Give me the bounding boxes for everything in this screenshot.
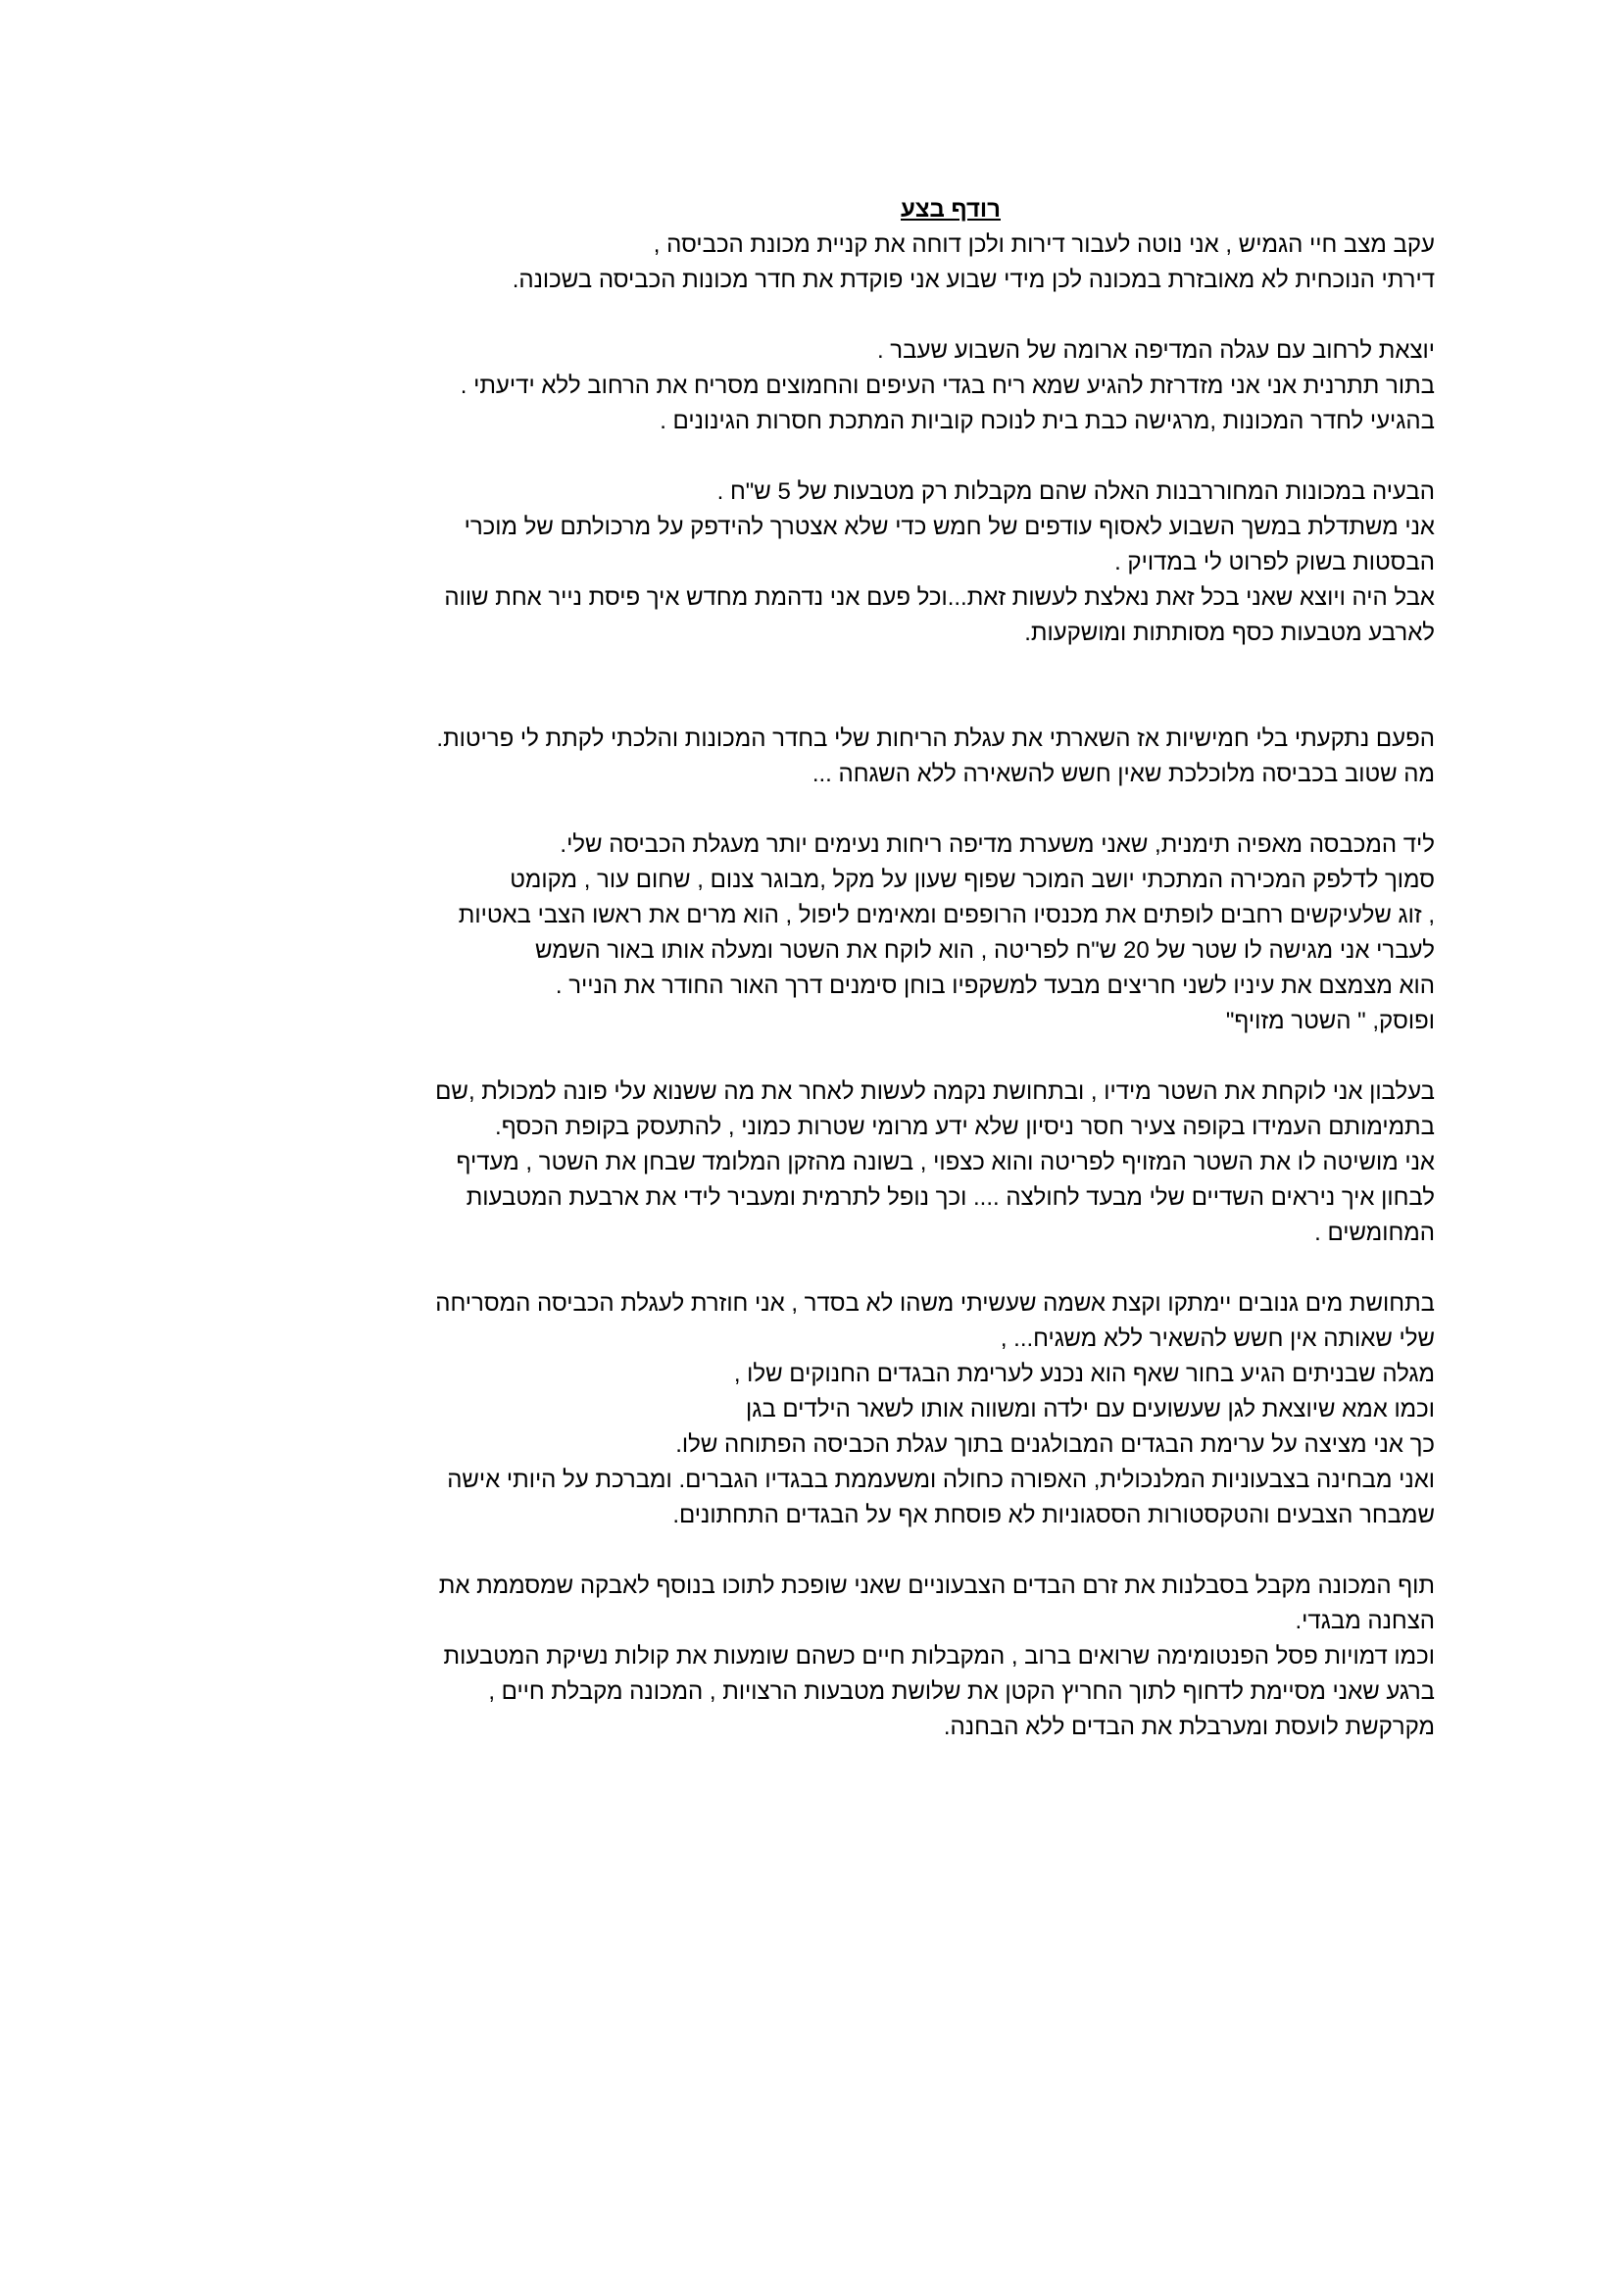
- text-line: הבסטות בשוק לפרוט לי במדויק .: [1114, 549, 1435, 575]
- text-line: הפעם נתקעתי בלי חמישיות אז השארתי את עגלת הריחות שלי בחדר המכונות והלכתי לקתת לי פריטות.: [436, 725, 1435, 752]
- text-line: יוצאת לרחוב עם עגלה המדיפה ארומה של השבוע שעבר .: [876, 337, 1435, 364]
- text-line: ופוסק, " השטר מזויף": [1225, 1008, 1435, 1034]
- text-line: כך אני מציצה על ערימת הבגדים המבולגנים בתוך עגלת הכביסה הפתוחה שלו.: [675, 1431, 1435, 1458]
- text-line: בתחושת מים גנובים יימתקו וקצת אשמה שעשיתי משהו לא בסדר , אני חוזרת לעגלת הכביסה המסריחה: [435, 1290, 1435, 1317]
- text-line: מגלה שבניתים הגיע בחור שאף הוא נכנע לערימת הבגדים החנוקים שלו ,: [733, 1361, 1435, 1387]
- paragraph-5: [241, 827, 1435, 1039]
- paragraph-7: [241, 1286, 1435, 1533]
- text-line: לבחון איך ניראים השדיים שלי מבעד לחולצה .... וכך נופל לתרמית ומעביר לידי את ארבעת המטבעות: [466, 1184, 1435, 1211]
- document-title: רודף בצע: [901, 196, 1001, 223]
- text-line: אני מושיטה לו את השטר המזויף לפריטה והוא כצפוי , בשונה מהזקן המלומד שבחן את השטר , מעדיף: [456, 1149, 1435, 1175]
- text-line: הוא מצמצם את עיניו לשני חריצים מבעד למשקפיו בוחן סימנים דרך האור החודר את הנייר .: [555, 973, 1435, 999]
- text-line: המחומשים .: [1314, 1220, 1435, 1246]
- text-line: , זוג שלעיקשים רחבים לופתים את מכנסיו הרופפים ומאימים ליפול , הוא מרים את ראשו הצבי באטיות: [458, 902, 1435, 928]
- paragraph-3: [241, 474, 1435, 651]
- text-line: מקרקשת לועסת ומערבלת את הבדים ללא הבחנה.: [943, 1714, 1435, 1740]
- text-line: סמוך לדלפק המכירה המתכתי יושב המוכר שפוף שעון על מקל ,מבוגר צנום , שחום עור , מקומט: [510, 867, 1435, 893]
- document-body: [241, 192, 1435, 1780]
- text-line: דירתי הנוכחית לא מאובזרת במכונה לכן מידי שבוע אני פוקדת את חדר מכונות הכביסה בשכונה.: [512, 267, 1435, 293]
- text-line: שלי שאותה אין חשש להשאיר ללא משגיח... ,: [1000, 1325, 1435, 1352]
- paragraph-8: [241, 1569, 1435, 1745]
- text-line: וכמו דמויות פסל הפנטומימה שרואים ברוב , המקבלות חיים כשהם שומעות את קולות נשיקת המטבעות: [443, 1643, 1435, 1670]
- text-line: תוף המכונה מקבל בסבלנות את זרם הבדים הצבעוניים שאני שופכת לתוכו בנוסף לאבקה שמסממת את: [438, 1572, 1435, 1599]
- text-line: מה שטוב בכביסה מלוכלכת שאין חשש להשאירה ללא השגחה ...: [812, 761, 1435, 787]
- text-line: ואני מבחינה בצבעוניות המלנכולית, האפורה כחולה ומשעממת בבגדיו הגברים. ומברכת על היותי אישה: [447, 1467, 1435, 1493]
- paragraph-2: [241, 333, 1435, 439]
- text-line: בתמימותם העמידו בקופה צעיר חסר ניסיון שלא ידע מרומי שטרות כמוני , להתעסק בקופת הכסף.: [495, 1114, 1435, 1140]
- text-line: הצחנה מבגדי.: [1295, 1608, 1435, 1634]
- text-line: ליד המכבסה מאפיה תימנית, שאני משערת מדיפה ריחות נעימים יותר מעגלת הכביסה שלי.: [560, 831, 1435, 858]
- text-line: בהגיעי לחדר המכונות ,מרגישה כבת בית לנוכח קוביות המתכת חסרות הגינונים .: [660, 408, 1435, 434]
- text-line: בתור תתרנית אני אני מזדרזת להגיע שמא ריח בגדי העיפים והחמוצים מסריח את הרחוב ללא ידיעתי .: [460, 373, 1435, 399]
- text-line: אבל היה ויוצא שאני בכל זאת נאלצת לעשות זאת...וכל פעם אני נדהמת מחדש איך פיסת נייר אחת שווה: [444, 584, 1435, 611]
- text-line: הבעיה במכונות המחוררבנות האלה שהם מקבלות רק מטבעות של 5 ש"ח .: [716, 478, 1435, 505]
- text-line: שמבחר הצבעים והטקסטורות הססגוניות לא פוסחת אף על הבגדים התחתונים.: [672, 1502, 1435, 1528]
- paragraph-1: [241, 227, 1435, 298]
- text-line: בעלבון אני לוקחת את השטר מידיו , ובתחושת נקמה לעשות לאחר את מה ששנוא עלי פונה למכולת ,שם: [435, 1078, 1435, 1105]
- paragraph-4: [241, 722, 1435, 792]
- text-line: לארבע מטבעות כסף מסותתות ומושקעות.: [1024, 620, 1435, 646]
- text-line: וכמו אמא שיוצאת לגן שעשועים עם ילדה ומשווה אותו לשאר הילדים בגן: [745, 1396, 1435, 1423]
- text-line: עקב מצב חיי הגמיש , אני נוטה לעבור דירות ולכן דוחה את קניית מכונת הכביסה ,: [653, 231, 1435, 258]
- text-line: לעברי אני מגישה לו שטר של 20 ש"ח לפריטה , הוא לוקח את השטר ומעלה אותו באור השמש: [535, 937, 1435, 964]
- paragraph-6: [241, 1074, 1435, 1251]
- text-line: אני משתדלת במשך השבוע לאסוף עודפים של חמש כדי שלא אצטרך להידפק על מרכולתם של מוכרי: [464, 514, 1435, 540]
- text-line: ברגע שאני מסיימת לדחוף לתוך החריץ הקטן את שלושת מטבעות הרצויות , המכונה מקבלת חיים ,: [488, 1678, 1435, 1705]
